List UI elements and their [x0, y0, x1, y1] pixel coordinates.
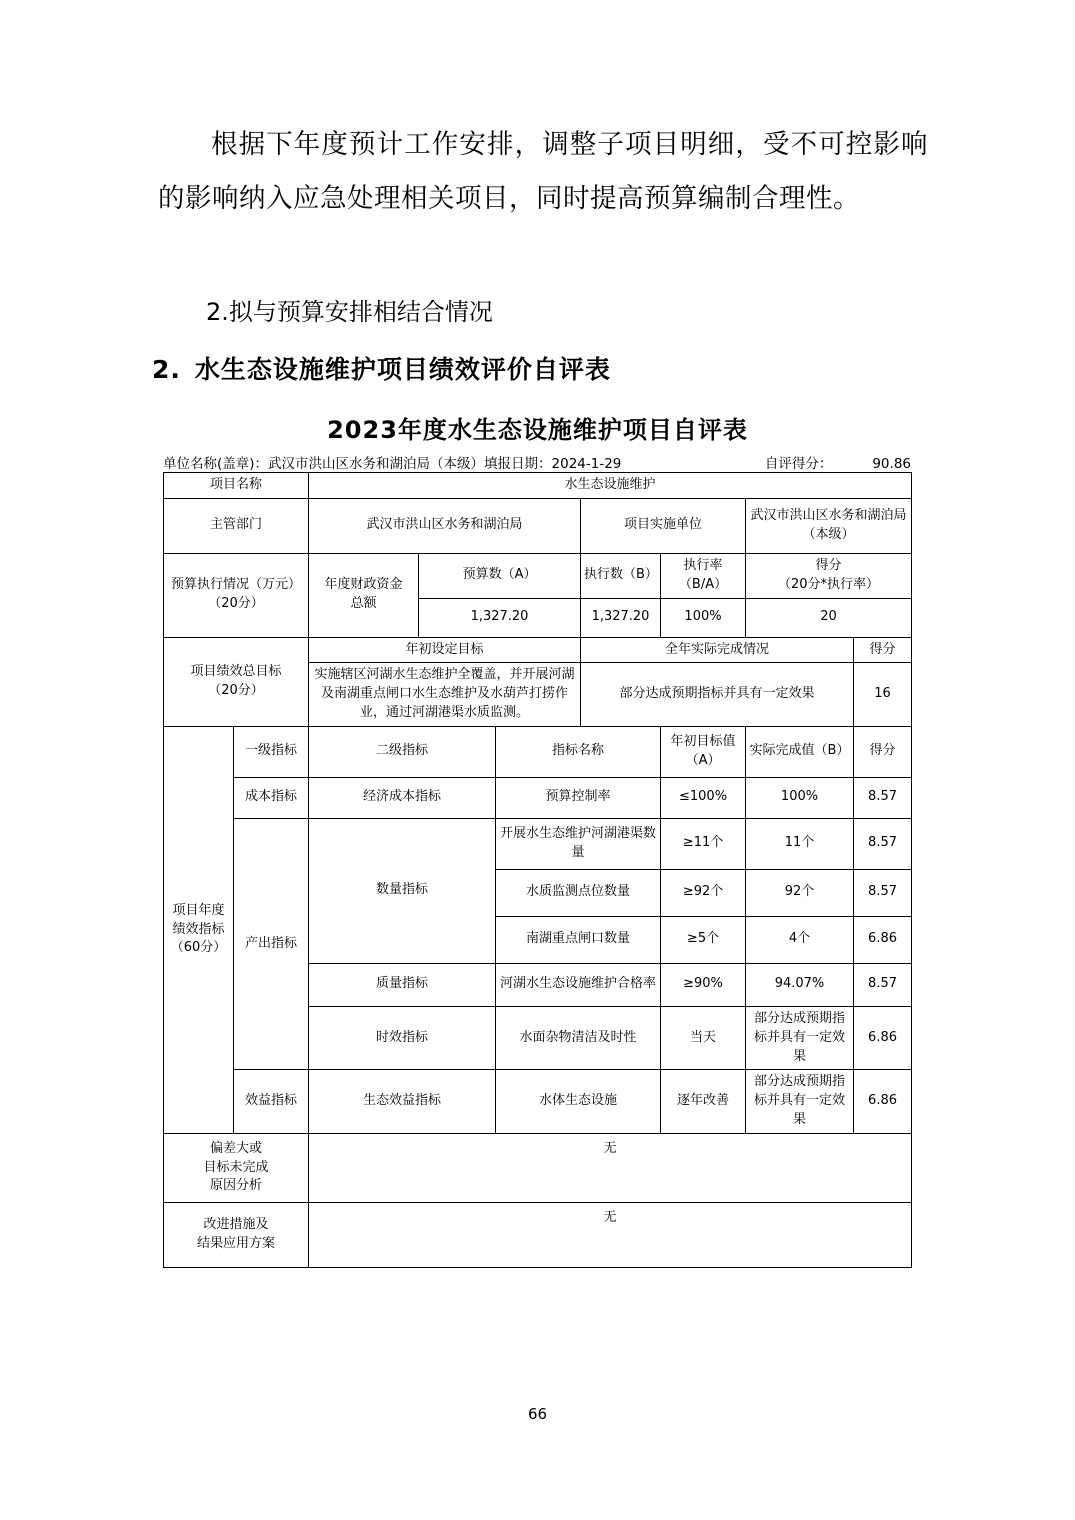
- row-actual-value: 4个: [746, 916, 854, 963]
- actual-complete-label: 全年实际完成情况: [581, 637, 854, 663]
- row-score: 6.86: [854, 1006, 912, 1070]
- budget-exec-label-line1: 预算执行情况（万元）: [171, 577, 302, 593]
- table-row: [164, 1133, 912, 1202]
- row-score: 8.57: [854, 963, 912, 1006]
- row-actual-value: 100%: [746, 777, 854, 818]
- row-target-value: 当天: [661, 1006, 746, 1070]
- table-row: [164, 1202, 912, 1267]
- row-actual-value: 部分达成预期指标并具有一定效果: [746, 1006, 854, 1070]
- budget-num-value: 1,327.20: [419, 598, 581, 637]
- row-level1: 成本指标: [234, 777, 309, 818]
- actual-complete-value: 部分达成预期指标并具有一定效果: [581, 663, 854, 727]
- improve-value: 无: [309, 1202, 912, 1267]
- exec-score-label: [746, 553, 912, 598]
- project-name-value: 水生态设施维护: [309, 473, 912, 499]
- row-level2: 时效指标: [309, 1006, 496, 1070]
- dept-value: 武汉市洪山区水务和湖泊局: [309, 498, 581, 553]
- row-indicator-name: 开展水生态维护河湖港渠数量: [496, 818, 661, 869]
- header-level2: 二级指标: [309, 726, 496, 777]
- page-number: 66: [527, 1405, 548, 1423]
- table-row: [164, 473, 912, 499]
- heading-number: 2.: [152, 355, 181, 384]
- exec-rate-value: 100%: [661, 598, 746, 637]
- self-eval-score-value: 90.86: [872, 456, 911, 472]
- header-indicator-name: 指标名称: [496, 726, 661, 777]
- row-level1: 产出指标: [234, 818, 309, 1070]
- annual-fund-label-line1: 年度财政资金: [324, 577, 403, 593]
- row-actual-value: 92个: [746, 869, 854, 916]
- table-row: [164, 818, 912, 869]
- exec-num-label: 执行数（B）: [581, 553, 661, 598]
- body-paragraph: [158, 118, 928, 226]
- row-score: 6.86: [854, 1070, 912, 1134]
- deviation-label-line3: 原因分析: [210, 1178, 263, 1194]
- dept-label: 主管部门: [164, 498, 309, 553]
- exec-rate-label: [661, 553, 746, 598]
- annual-indicator-label-line3: （60分）: [170, 940, 227, 956]
- exec-score-label-line1: 得分: [815, 557, 842, 573]
- table-row: [164, 637, 912, 663]
- row-target-value: ≥11个: [661, 818, 746, 869]
- exec-rate-label-line1: 执行率: [683, 557, 723, 573]
- heading-label: 水生态设施维护项目绩效评价自评表: [194, 355, 611, 384]
- year-set-goal-value: 实施辖区河湖水生态维护全覆盖，并开展河湖及南湖重点闸口水生态维护及水葫芦打捞作业，通过河湖港渠水质监测。: [309, 663, 581, 727]
- table-row: [164, 553, 912, 598]
- annual-indicator-label-line1: 项目年度: [172, 902, 225, 918]
- header-target-value: [661, 726, 746, 777]
- impl-unit-label: 项目实施单位: [581, 498, 746, 553]
- table-row: [164, 777, 912, 818]
- table-meta-row: [163, 452, 911, 472]
- budget-exec-label-line2: （20分）: [208, 596, 264, 612]
- self-eval-score: [765, 452, 911, 472]
- row-level2: 质量指标: [309, 963, 496, 1006]
- annual-indicator-label: [164, 726, 234, 1133]
- row-score: 8.57: [854, 869, 912, 916]
- project-name-label: 项目名称: [164, 473, 309, 499]
- self-eval-score-label: 自评得分：: [764, 456, 833, 472]
- row-indicator-name: 水质监测点位数量: [496, 869, 661, 916]
- row-actual-value: 11个: [746, 818, 854, 869]
- row-target-value: ≤100%: [661, 777, 746, 818]
- deviation-label-line2: 目标未完成: [203, 1159, 269, 1175]
- exec-rate-label-line2: （B/A）: [678, 576, 728, 592]
- table-title: 2023年度水生态设施维护项目自评表: [327, 416, 748, 444]
- deviation-label-line1: 偏差大或: [210, 1140, 263, 1156]
- row-target-value: ≥92个: [661, 869, 746, 916]
- row-indicator-name: 南湖重点闸口数量: [496, 916, 661, 963]
- row-actual-value: 94.07%: [746, 963, 854, 1006]
- header-score: 得分: [854, 726, 912, 777]
- row-target-value: 逐年改善: [661, 1070, 746, 1134]
- total-goal-label: [164, 637, 309, 726]
- deviation-value: 无: [309, 1133, 912, 1202]
- table-row: [164, 498, 912, 553]
- row-level2: 经济成本指标: [309, 777, 496, 818]
- row-indicator-name: 预算控制率: [496, 777, 661, 818]
- sub-item-text: 2.拟与预算安排相结合情况: [206, 298, 493, 326]
- budget-num-label: 预算数（A）: [419, 553, 581, 598]
- annual-fund-label: [309, 553, 419, 637]
- impl-unit-value: 武汉市洪山区水务和湖泊局（本级）: [746, 498, 912, 553]
- header-target-line1: 年初目标值: [670, 734, 736, 750]
- self-evaluation-table: [163, 472, 912, 1268]
- annual-fund-label-line2: 总额: [350, 596, 377, 612]
- deviation-label: [164, 1133, 309, 1202]
- paragraph-text: 根据下年度预计工作安排，调整子项目明细，受不可控影响的影响纳入应急处理相关项目，同时提高预算编制合理性。: [158, 129, 928, 214]
- unit-name-and-date: 单位名称(盖章)：武汉市洪山区水务和湖泊局（本级）填报日期：2024-1-29: [163, 456, 622, 472]
- row-level2: 生态效益指标: [309, 1070, 496, 1134]
- row-score: 8.57: [854, 818, 912, 869]
- row-indicator-name: 水体生态设施: [496, 1070, 661, 1134]
- row-level1: 效益指标: [234, 1070, 309, 1134]
- improve-label-line2: 结果应用方案: [197, 1235, 276, 1251]
- row-level2: 数量指标: [309, 818, 496, 963]
- row-actual-value: 部分达成预期指标并具有一定效果: [746, 1070, 854, 1134]
- budget-exec-label: [164, 553, 309, 637]
- table-row: [164, 1070, 912, 1134]
- row-target-value: ≥5个: [661, 916, 746, 963]
- improve-label-line1: 改进措施及: [203, 1217, 269, 1233]
- header-target-line2: （A）: [685, 752, 721, 768]
- header-actual-value: 实际完成值（B）: [746, 726, 854, 777]
- exec-score-label-line2: （20分*执行率）: [778, 576, 880, 592]
- row-score: 6.86: [854, 916, 912, 963]
- annual-indicator-label-line2: 绩效指标: [172, 921, 225, 937]
- improve-label: [164, 1202, 309, 1267]
- row-indicator-name: 水面杂物清洁及时性: [496, 1006, 661, 1070]
- exec-num-value: 1,327.20: [581, 598, 661, 637]
- row-target-value: ≥90%: [661, 963, 746, 1006]
- total-goal-score: 16: [854, 663, 912, 727]
- total-goal-label-line2: （20分）: [208, 682, 264, 698]
- total-goal-label-line1: 项目绩效总目标: [190, 663, 282, 679]
- year-set-goal-label: 年初设定目标: [309, 637, 581, 663]
- table-row: [164, 726, 912, 777]
- header-level1: 一级指标: [234, 726, 309, 777]
- exec-score-value: 20: [746, 598, 912, 637]
- score-header: 得分: [854, 637, 912, 663]
- section-heading: [152, 350, 611, 386]
- row-score: 8.57: [854, 777, 912, 818]
- row-indicator-name: 河湖水生态设施维护合格率: [496, 963, 661, 1006]
